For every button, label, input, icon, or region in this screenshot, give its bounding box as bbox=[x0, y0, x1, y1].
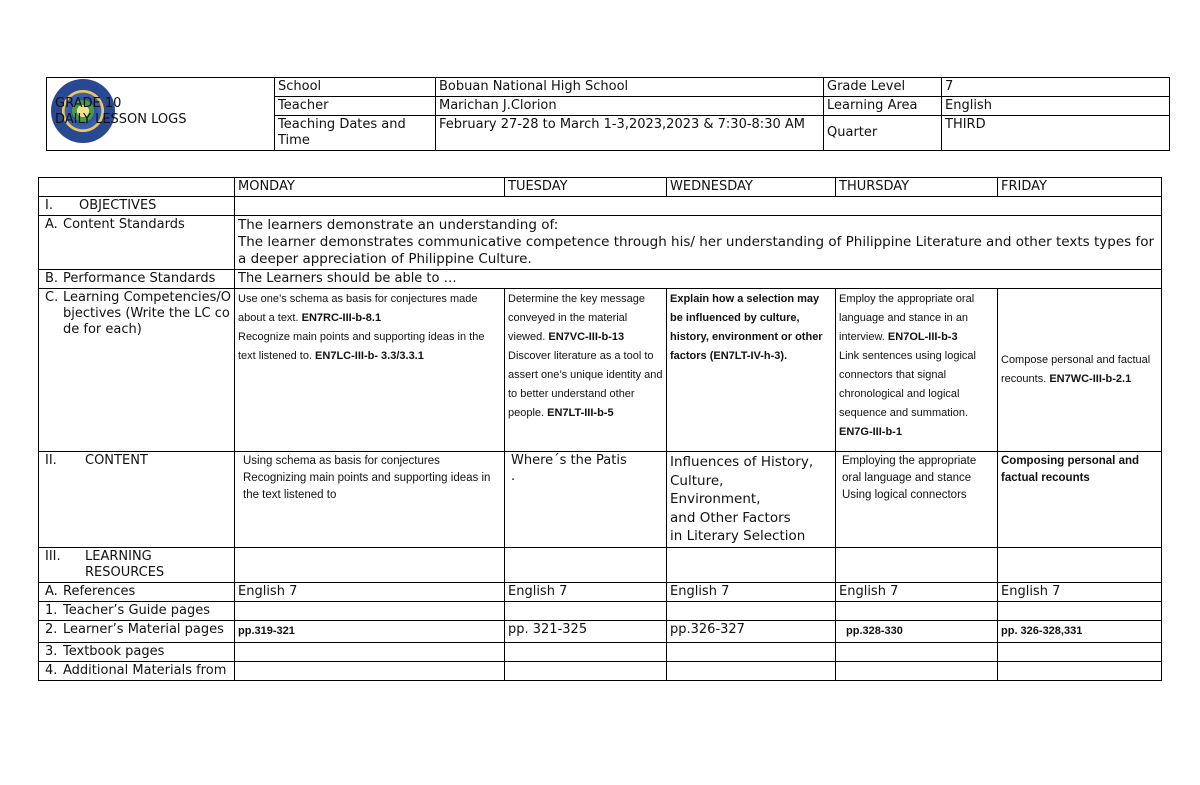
objectives-label: I. OBJECTIVES bbox=[39, 197, 235, 216]
lm-wednesday: pp.326-327 bbox=[667, 620, 836, 642]
textbook-label: 3. Textbook pages bbox=[39, 642, 235, 661]
am-wednesday bbox=[667, 661, 836, 680]
teacher-label: Teacher bbox=[275, 97, 436, 116]
content-standards-label: A. Content Standards bbox=[39, 216, 235, 270]
lm-friday: pp. 326-328,331 bbox=[998, 620, 1162, 642]
content-label: II. CONTENT bbox=[39, 452, 235, 548]
days-corner bbox=[39, 178, 235, 197]
am-tuesday bbox=[505, 661, 667, 680]
resources-friday bbox=[998, 547, 1162, 582]
dates-value: February 27-28 to March 1-3,2023,2023 & 7:30-8:30 AM bbox=[436, 116, 824, 151]
content-wednesday: Influences of History, Culture, Environment, and Other Factors in Literary Selection bbox=[667, 452, 836, 548]
school-value: Bobuan National High School bbox=[436, 78, 824, 97]
teachers-guide-row bbox=[39, 601, 1162, 620]
content-thursday: Employing the appropriate oral language and stance Using logical connectors bbox=[836, 452, 998, 548]
lm-thursday: pp.328-330 bbox=[836, 620, 998, 642]
resources-tuesday bbox=[505, 547, 667, 582]
lm-tuesday: pp. 321-325 bbox=[505, 620, 667, 642]
learning-resources-row bbox=[39, 547, 1162, 582]
day-tuesday: TUESDAY bbox=[505, 178, 667, 197]
competencies-row bbox=[39, 289, 1162, 452]
competency-thursday: Employ the appropriate oral language and stance in an interview. EN7OL-III-b-3 Link sentences using logical connectors that signal chronological and logical sequence and summation. EN7G-III-b-1 bbox=[836, 289, 998, 452]
grade-value: 7 bbox=[942, 78, 1170, 97]
teacher-value: Marichan J.Clorion bbox=[436, 97, 824, 116]
competency-tuesday: Determine the key message conveyed in the material viewed. EN7VC-III-b-13 Discover literature as a tool to assert one’s unique identity and to better understand other people. EN7LT-III-b-5 bbox=[505, 289, 667, 452]
learners-material-label: 2. Learner’s Material pages bbox=[39, 620, 235, 642]
performance-standards-row bbox=[39, 270, 1162, 289]
tb-wednesday bbox=[667, 642, 836, 661]
content-friday: Composing personal and factual recounts bbox=[998, 452, 1162, 548]
am-thursday bbox=[836, 661, 998, 680]
objectives-row bbox=[39, 197, 1162, 216]
tb-tuesday bbox=[505, 642, 667, 661]
title-grade: GRADE 10 bbox=[55, 96, 122, 111]
references-row bbox=[39, 582, 1162, 601]
days-row bbox=[39, 178, 1162, 197]
competencies-label: C. Learning Competencies/Objectives (Write the LC code for each) bbox=[39, 289, 235, 452]
tg-monday bbox=[235, 601, 505, 620]
references-label: A. References bbox=[39, 582, 235, 601]
additional-row bbox=[39, 661, 1162, 680]
lesson-log-table bbox=[38, 177, 1162, 681]
tb-thursday bbox=[836, 642, 998, 661]
tb-friday bbox=[998, 642, 1162, 661]
additional-label: 4. Additional Materials from bbox=[39, 661, 235, 680]
day-thursday: THURSDAY bbox=[836, 178, 998, 197]
tg-wednesday bbox=[667, 601, 836, 620]
tg-tuesday bbox=[505, 601, 667, 620]
quarter-value: THIRD bbox=[942, 116, 1170, 151]
header-logo-cell bbox=[47, 78, 275, 151]
resources-wednesday bbox=[667, 547, 836, 582]
tb-monday bbox=[235, 642, 505, 661]
title-dll: DAILY LESSON LOGS bbox=[55, 112, 187, 127]
textbook-row bbox=[39, 642, 1162, 661]
am-monday bbox=[235, 661, 505, 680]
references-wednesday: English 7 bbox=[667, 582, 836, 601]
dates-label: Teaching Dates and Time bbox=[275, 116, 436, 151]
area-value: English bbox=[942, 97, 1170, 116]
competency-monday: Use one’s schema as basis for conjectures made about a text. EN7RC-III-b-8.1 Recognize main points and supporting ideas in the text listened to. EN7LC-III-b- 3.3/3.3.1 bbox=[235, 289, 505, 452]
resources-monday bbox=[235, 547, 505, 582]
references-thursday: English 7 bbox=[836, 582, 998, 601]
day-friday: FRIDAY bbox=[998, 178, 1162, 197]
grade-label: Grade Level bbox=[824, 78, 942, 97]
lm-monday: pp.319-321 bbox=[235, 620, 505, 642]
references-monday: English 7 bbox=[235, 582, 505, 601]
learning-resources-label: III. LEARNING RESOURCES bbox=[39, 547, 235, 582]
content-tuesday: Where´s the Patis . bbox=[505, 452, 667, 548]
teachers-guide-label: 1. Teacher’s Guide pages bbox=[39, 601, 235, 620]
learners-material-row bbox=[39, 620, 1162, 642]
competency-wednesday: Explain how a selection may be influenced by culture, history, environment or other factors (EN7LT-IV-h-3). bbox=[667, 289, 836, 452]
performance-standards-label: B. Performance Standards bbox=[39, 270, 235, 289]
content-standards-row bbox=[39, 216, 1162, 270]
content-monday: Using schema as basis for conjectures Recognizing main points and supporting ideas in the text listened to bbox=[235, 452, 505, 548]
content-row bbox=[39, 452, 1162, 548]
school-label: School bbox=[275, 78, 436, 97]
quarter-label: Quarter bbox=[824, 116, 942, 151]
resources-thursday bbox=[836, 547, 998, 582]
content-standards-text: The learners demonstrate an understanding of: The learner demonstrates communicative competence through his/ her understanding of Philippine Literature and other texts types for a deeper appreciation of Philippine Culture. bbox=[235, 216, 1162, 270]
tg-friday bbox=[998, 601, 1162, 620]
references-friday: English 7 bbox=[998, 582, 1162, 601]
area-label: Learning Area bbox=[824, 97, 942, 116]
competency-friday: Compose personal and factual recounts. EN7WC-III-b-2.1 bbox=[998, 289, 1162, 452]
day-wednesday: WEDNESDAY bbox=[667, 178, 836, 197]
header-table bbox=[46, 77, 1170, 151]
am-friday bbox=[998, 661, 1162, 680]
tg-thursday bbox=[836, 601, 998, 620]
objectives-empty bbox=[235, 197, 1162, 216]
day-monday: MONDAY bbox=[235, 178, 505, 197]
performance-standards-text: The Learners should be able to … bbox=[235, 270, 1162, 289]
references-tuesday: English 7 bbox=[505, 582, 667, 601]
